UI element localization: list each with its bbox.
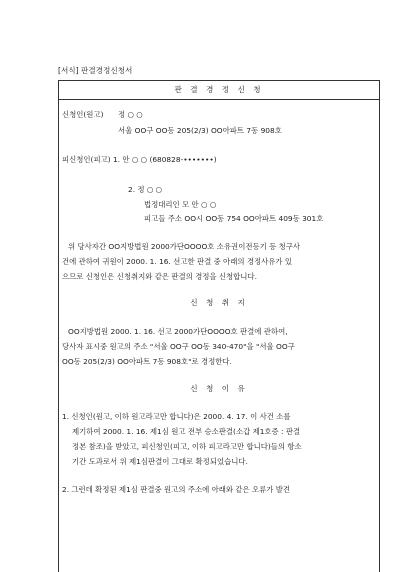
intro-line-2: 건에 관하여 귀원이 2000. 1. 16. 선고한 판결 중 아래의 경정사유가 있: [62, 257, 293, 266]
respondents-address: 피고들 주소 OO시 OO동 754 OO아파트 409동 301호: [144, 214, 324, 223]
applicant-name: 정 ○ ○: [118, 110, 143, 119]
respondent-2-guardian: 법정대리인 모 안 ○ ○: [144, 200, 217, 209]
title-divider: [58, 99, 380, 100]
document-frame: [58, 80, 380, 572]
document-title: 판 결 경 정 신 청: [174, 85, 264, 94]
respondent-1: 피신청인(피고) 1. 안 ○ ○ (680828-•••••••): [62, 155, 217, 164]
respondent-2-name: 2. 정 ○ ○: [128, 185, 163, 194]
reason-1-line-1: 1. 신청인(원고, 이하 원고라고만 합니다)은 2000. 4. 17. 이 사건 소를: [62, 412, 291, 421]
applicant-address: 서울 OO구 OO동 205(2/3) OO아파트 7동 908호: [118, 126, 282, 135]
purpose-heading: 신 청 취 지: [190, 298, 248, 307]
purpose-line-3: OO동 205(2/3) OO아파트 7동 908호"로 경정한다.: [62, 357, 232, 366]
form-caption: [서식] 판결경정신청서: [58, 66, 133, 75]
reason-2-line-1: 2. 그런데 확정된 제1심 판결중 원고의 주소에 아래와 같은 오류가 발견: [62, 485, 291, 494]
intro-line-3: 으므로 신청인은 신청취지와 같은 판결의 경정을 신청합니다.: [62, 272, 257, 281]
intro-line-1: 위 당사자간 OO지방법원 2000가단OOOO호 소유권이전등기 등 청구사: [68, 242, 301, 251]
purpose-line-1: OO지방법원 2000. 1. 16. 선고 2000가단OOOO호 판결에 관하여,: [68, 327, 288, 336]
reason-heading: 신 청 이 유: [190, 384, 248, 393]
reason-1-line-3: 정본 참조)을 받았고, 피신청인(피고, 이하 피고라고만 합니다)들의 항소: [72, 442, 302, 451]
purpose-line-2: 당사자 표시중 원고의 주소 "서울 OO구 OO동 340-470"을 "서울 OO구: [62, 342, 295, 351]
applicant-label: 신청인(원고): [62, 110, 104, 119]
reason-1-line-2: 제기하여 2000. 1. 16. 제1심 원고 전부 승소판결(소갑 제1호증 : 판결: [72, 427, 301, 436]
reason-1-line-4: 기간 도과로서 위 제1심판결이 그대로 확정되었습니다.: [72, 457, 248, 466]
